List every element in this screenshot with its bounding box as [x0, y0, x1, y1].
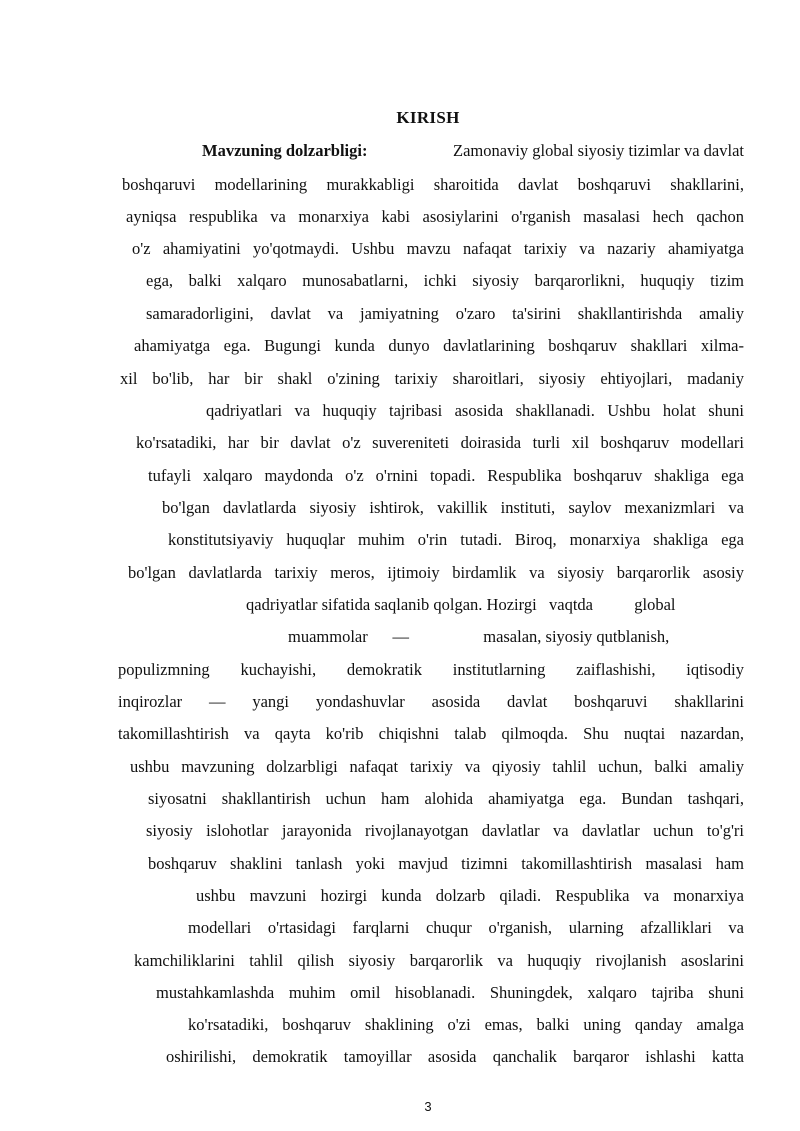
text-line: siyosatni shakllantirish uchun ham alohida ahamiyatga ega. Bundan tashqari, — [148, 789, 744, 808]
text-line: mustahkamlashda muhim omil hisoblanadi. Shuningdek, xalqaro tajriba shuni — [156, 983, 744, 1002]
text-line: inqirozlar — yangi yondashuvlar asosida davlat boshqaruvi shakllarini — [118, 692, 744, 711]
text-line: qadriyatlari va huquqiy tajribasi asosida shakllanadi. Ushbu holat shuni — [206, 401, 744, 420]
text-line: samaradorligini, davlat va jamiyatning o'zaro ta'sirini shakllantirishda amaliy — [146, 304, 744, 323]
text-line: kamchiliklarini tahlil qilish siyosiy barqarorlik va huquqiy rivojlanish asoslarini — [134, 951, 744, 970]
text-line: ushbu mavzuni hozirgi kunda dolzarb qiladi. Respublika va monarxiya — [196, 886, 744, 905]
text-line: ushbu mavzuning dolzarbligi nafaqat tarixiy va qiyosiy tahlil uchun, balki amaliy — [130, 757, 744, 776]
text-line: ko'rsatadiki, boshqaruv shaklining o'zi emas, balki uning qanday amalga — [188, 1015, 744, 1034]
text-line: populizmning kuchayishi, demokratik institutlarning zaiflashishi, iqtisodiy — [118, 660, 744, 679]
text-line — [288, 627, 744, 647]
line-text: muammolar — masalan, siyosiy qutblanish, — [288, 627, 670, 646]
text-line: boshqaruv shaklini tanlash yoki mavjud tizimni takomillashtirish masalasi ham — [148, 854, 744, 873]
text-line — [246, 595, 740, 615]
text-line: ayniqsa respublika va monarxiya kabi asosiylarini o'rganish masalasi hech qachon — [126, 207, 744, 226]
text-line: tufayli xalqaro maydonda o'z o'rnini topadi. Respublika boshqaruv shakliga ega — [148, 466, 744, 485]
text-line: oshirilishi, demokratik tamoyillar asosida qanchalik barqaror ishlashi katta — [166, 1047, 744, 1066]
text-line: takomillashtirish va qayta ko'rib chiqishni talab qilmoqda. Shu nuqtai nazardan, — [118, 724, 744, 743]
page-number: 3 — [424, 1099, 432, 1114]
text-line: konstitutsiyaviy huquqlar muhim o'rin tutadi. Biroq, monarxiya shakliga ega — [168, 530, 744, 549]
line-text: Zamonaviy global siyosiy tizimlar va davlat — [453, 141, 744, 160]
text-line: ega, balki xalqaro munosabatlarni, ichki siyosiy barqarorlikni, huquqiy tizim — [146, 271, 744, 290]
text-line: ahamiyatga ega. Bugungi kunda dunyo davlatlarining boshqaruv shakllari xilma- — [134, 336, 744, 355]
text-line — [202, 141, 744, 161]
text-line: bo'lgan davlatlarda siyosiy ishtirok, vakillik instituti, saylov mexanizmlari va — [162, 498, 744, 517]
text-line: boshqaruvi modellarining murakkabligi sharoitida davlat boshqaruvi shakllarini, — [122, 175, 744, 194]
text-line: xil bo'lib, har bir shakl o'zining tarixiy sharoitlari, siyosiy ehtiyojlari, madaniy — [120, 369, 744, 388]
text-line: o'z ahamiyatini yo'qotmaydi. Ushbu mavzu nafaqat tarixiy va nazariy ahamiyatga — [132, 239, 744, 258]
page-title: KIRISH — [396, 108, 460, 127]
text-line: modellari o'rtasidagi farqlarni chuqur o'rganish, ularning afzalliklari va — [188, 918, 744, 937]
text-line: siyosiy islohotlar jarayonida rivojlanayotgan davlatlar va davlatlar uchun to'g'ri — [146, 821, 744, 840]
lead-label: Mavzuning dolzarbligi: — [202, 141, 368, 160]
text-line: bo'lgan davlatlarda tarixiy meros, ijtimoiy birdamlik va siyosiy barqarorlik asosiy — [128, 563, 744, 582]
line-text: qadriyatlar sifatida saqlanib qolgan. Hozirgi vaqtda global — [246, 595, 676, 614]
text-line: ko'rsatadiki, har bir davlat o'z suvereniteti doirasida turli xil boshqaruv modellari — [136, 433, 744, 452]
